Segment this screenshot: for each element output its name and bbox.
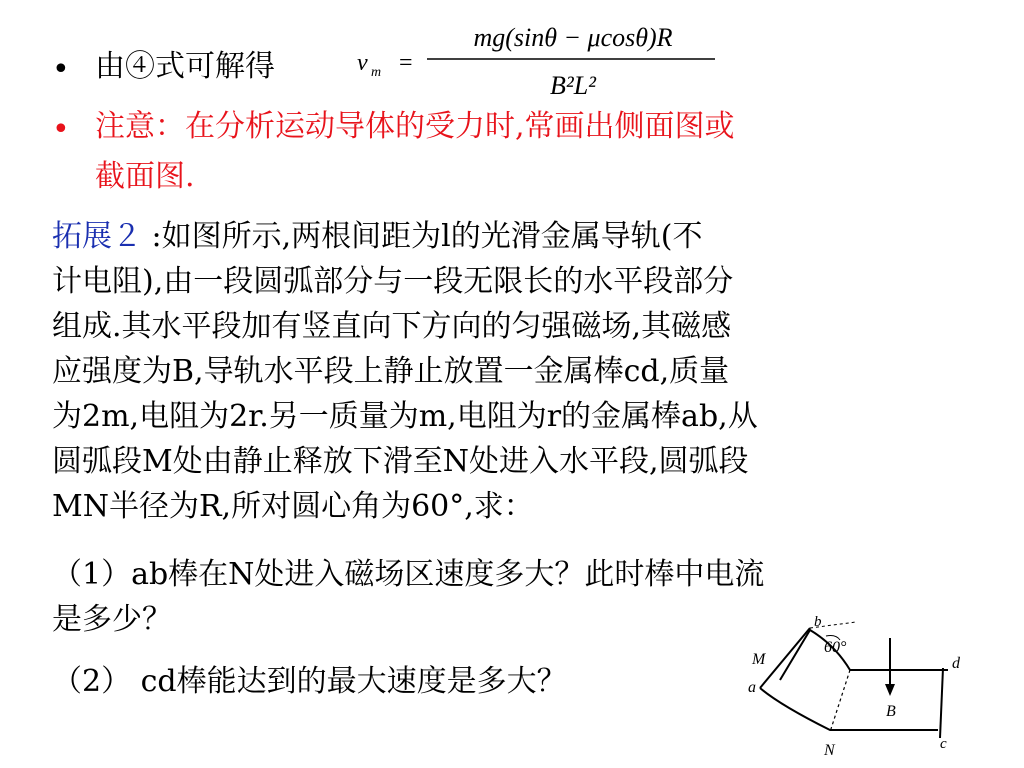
formula-lhs-sub: m xyxy=(371,65,382,80)
problem-line-5: 为2m,电阻为2r.另一质量为m,电阻为r的金属棒ab,从 xyxy=(52,399,758,434)
label-c: c xyxy=(940,736,947,752)
formula-numerator: mg(sinθ − μcosθ)R xyxy=(473,23,673,52)
formula-lhs: v xyxy=(357,50,368,76)
problem-line-2: 计电阻),由一段圆弧部分与一段无限长的水平段部分 xyxy=(52,264,734,299)
problem-line-7: MN半径为R,所对圆心角为60°,求： xyxy=(52,489,534,524)
formula-equals: = xyxy=(399,50,413,76)
problem-line-3: 组成.其水平段加有竖直向下方向的匀强磁场,其磁感 xyxy=(52,309,732,344)
rail-diagram xyxy=(740,610,980,762)
problem-first-line xyxy=(52,219,703,254)
back-rail xyxy=(780,630,948,680)
problem-line-4: 应强度为B,导轨水平段上静止放置一金属棒cd,质量 xyxy=(52,354,730,389)
problem-line-1: :如图所示,两根间距为l的光滑金属导轨(不 xyxy=(142,219,703,254)
question-1-line-1: （1）ab棒在N处进入磁场区速度多大？此时棒中电流 xyxy=(52,557,765,592)
field-boundary xyxy=(830,670,850,732)
question-1-line-2: 是多少？ xyxy=(52,602,172,637)
label-N: N xyxy=(824,742,835,759)
label-B: B xyxy=(886,703,896,720)
bullet1-text: 由④式可解得 xyxy=(95,49,275,84)
label-a: a xyxy=(748,679,756,696)
rod-cd xyxy=(940,668,943,738)
bullet-marker-1: • xyxy=(52,52,70,87)
label-b: b xyxy=(814,614,822,630)
problem-line-6: 圆弧段M处由静止释放下滑至N处进入水平段,圆弧段 xyxy=(52,444,749,479)
bullet-marker-2: • xyxy=(52,112,70,147)
formula-denominator: B²L² xyxy=(550,71,596,100)
label-angle: 60° xyxy=(824,639,847,656)
question-2-line-1: （2） cd棒能达到的最大速度是多大？ xyxy=(52,664,567,699)
note-line-2: 截面图. xyxy=(95,159,195,194)
front-rail xyxy=(760,688,938,730)
note-line-1: 注意：在分析运动导体的受力时,常画出侧面图或 xyxy=(95,109,735,144)
problem-label: 拓展２ xyxy=(52,219,142,254)
field-arrow-head xyxy=(885,684,895,696)
rod-ab xyxy=(760,628,810,688)
label-d: d xyxy=(952,655,960,672)
label-M: M xyxy=(752,651,766,668)
velocity-formula xyxy=(355,14,735,100)
